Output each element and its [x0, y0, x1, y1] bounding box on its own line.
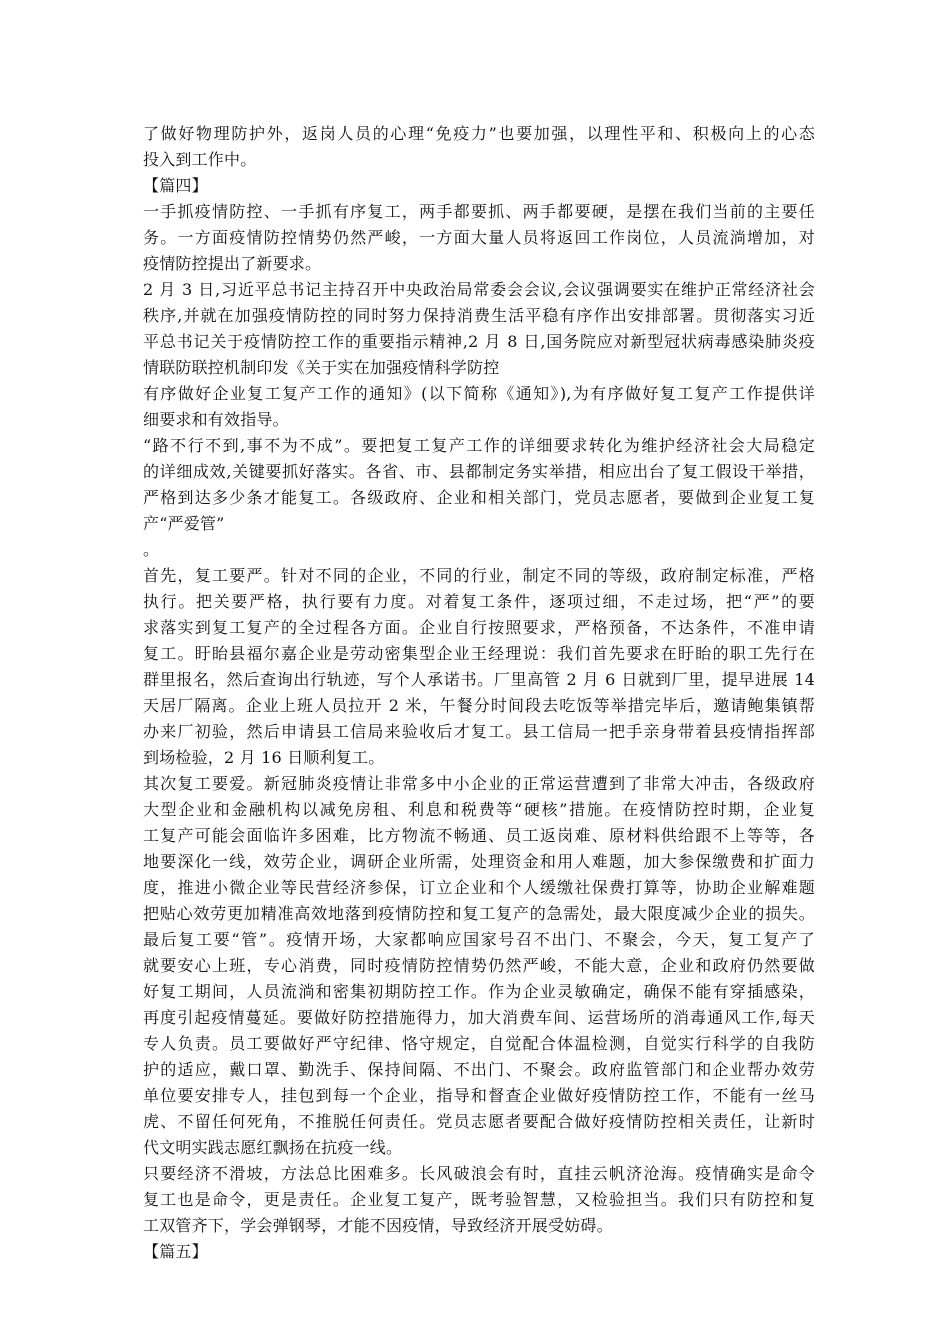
text-line: 务。一方面疫情防控情势仍然严峻，一方面大量人员将返回工作岗位，人员流淌增加，对 [143, 228, 815, 247]
text-line: 把贴心效劳更加精准高效地落到疫情防控和复工复产的急需处，最大限度减少企业的损失。 [143, 904, 815, 923]
text-line: 【篇五】 [143, 1242, 208, 1261]
text-line: “路不行不到,事不为不成”。要把复工复产工作的详细要求转化为维护经济社会大局稳定 [143, 436, 815, 455]
text-line: 平总书记关于疫情防控工作的重要指示精神,2 月 8 日,国务院应对新型冠状病毒感染肺炎疫 [143, 332, 815, 351]
text-line: 护的适应，戴口罩、勤洗手、保持间隔、不出门、不聚会。政府监管部门和企业帮办效劳 [143, 1060, 815, 1079]
text-line: 地要深化一线，效劳企业，调研企业所需，处理资金和用人难题，加大参保缴费和扩面力 [143, 852, 815, 871]
text-line: 情联防联控机制印发《关于实在加强疫情科学防控 [143, 358, 500, 377]
text-line: 有序做好企业复工复产工作的通知》(以下简称《通知》),为有序做好复工复产工作提供详 [143, 384, 815, 403]
text-line: 度，推进小微企业等民营经济参保，订立企业和个人缓缴社保费打算等，协助企业解难题 [143, 878, 815, 897]
text-line: 【篇四】 [143, 176, 208, 195]
text-line: 秩序,并就在加强疫情防控的同时努力保持消费生活平稳有序作出安排部署。贯彻落实习近 [143, 306, 815, 325]
text-line: 到场检验，2 月 16 日顺利复工。 [143, 748, 385, 767]
text-line: 好复工期间，人员流淌和密集初期防控工作。作为企业灵敏确定，确保不能有穿插感染， [143, 982, 815, 1001]
text-line: 一手抓疫情防控、一手抓有序复工，两手都要抓、两手都要硬，是摆在我们当前的主要任 [143, 202, 815, 221]
text-line: 执行。把关要严格，执行要有力度。对着复工条件，逐项过细，不走过场，把“严”的要 [143, 592, 815, 611]
text-line: 。 [143, 540, 160, 559]
text-line: 专人负责。员工要做好严守纪律、恪守规定，自觉配合体温检测，自觉实行科学的自我防 [143, 1034, 815, 1053]
document-body [143, 121, 815, 1265]
text-line: 细要求和有效指导。 [143, 410, 289, 429]
text-line: 严格到达多少条才能复工。各级政府、企业和相关部门，党员志愿者，要做到企业复工复 [143, 488, 815, 507]
text-line: 工双管齐下，学会弹钢琴，才能不因疫情，导致经济开展受妨碍。 [143, 1216, 613, 1235]
text-line: 2 月 3 日,习近平总书记主持召开中央政治局常委会会议,会议强调要实在维护正常经济社会 [143, 280, 815, 299]
text-line: 天居厂隔离。企业上班人员拉开 2 米，午餐分时间段去吃饭等举措完毕后，邀请鲍集镇帮 [143, 696, 815, 715]
text-line: 产“严爱管” [143, 514, 225, 533]
text-line: 的详细成效,关键要抓好落实。各省、市、县都制定务实举措，相应出台了复工假设干举措， [143, 462, 815, 481]
text-line: 只要经济不滑坡，方法总比困难多。长风破浪会有时，直挂云帆济沧海。疫情确实是命令 [143, 1164, 815, 1183]
text-line: 虎、不留任何死角，不推脱任何责任。党员志愿者要配合做好疫情防控相关责任，让新时 [143, 1112, 815, 1131]
text-line: 再度引起疫情蔓延。要做好防控措施得力，加大消费车间、运营场所的消毒通风工作,每天 [143, 1008, 815, 1027]
text-line: 代文明实践志愿红飘扬在抗疫一线。 [143, 1138, 403, 1157]
text-line: 复工也是命令，更是责任。企业复工复产，既考验智慧，又检验担当。我们只有防控和复 [143, 1190, 815, 1209]
text-line: 工复产可能会面临许多困难，比方物流不畅通、员工返岗难、原材料供给跟不上等等，各 [143, 826, 815, 845]
text-line: 首先，复工要严。针对不同的企业，不同的行业，制定不同的等级，政府制定标准，严格 [143, 566, 815, 585]
text-line: 投入到工作中。 [143, 150, 257, 169]
text-line: 疫情防控提出了新要求。 [143, 254, 322, 273]
text-line: 单位要安排专人，挂包到每一个企业，指导和督查企业做好疫情防控工作，不能有一丝马 [143, 1086, 815, 1105]
text-line: 大型企业和金融机构以减免房租、利息和税费等“硬核”措施。在疫情防控时期，企业复 [143, 800, 815, 819]
text-line: 办来厂初验，然后申请县工信局来验收后才复工。县工信局一把手亲身带着县疫情指挥部 [143, 722, 815, 741]
text-line: 复工。盱眙县福尔嘉企业是劳动密集型企业王经理说：我们首先要求在盱眙的职工先行在 [143, 644, 815, 663]
text-line: 了做好物理防护外，返岗人员的心理“免疫力”也要加强，以理性平和、积极向上的心态 [143, 124, 815, 143]
text-line: 其次复工要爱。新冠肺炎疫情让非常多中小企业的正常运营遭到了非常大冲击，各级政府 [143, 774, 815, 793]
text-line: 最后复工要“管”。疫情开场，大家都响应国家号召不出门、不聚会，今天，复工复产了 [143, 930, 815, 949]
text-line: 就要安心上班，专心消费，同时疫情防控情势仍然严峻，不能大意，企业和政府仍然要做 [143, 956, 815, 975]
text-line: 求落实到复工复产的全过程各方面。企业自行按照要求，严格预备，不达条件，不准申请 [143, 618, 815, 637]
text-line: 群里报名，然后查询出行轨迹，写个人承诺书。厂里高管 2 月 6 日就到厂里，提早进展 14 [143, 670, 815, 689]
